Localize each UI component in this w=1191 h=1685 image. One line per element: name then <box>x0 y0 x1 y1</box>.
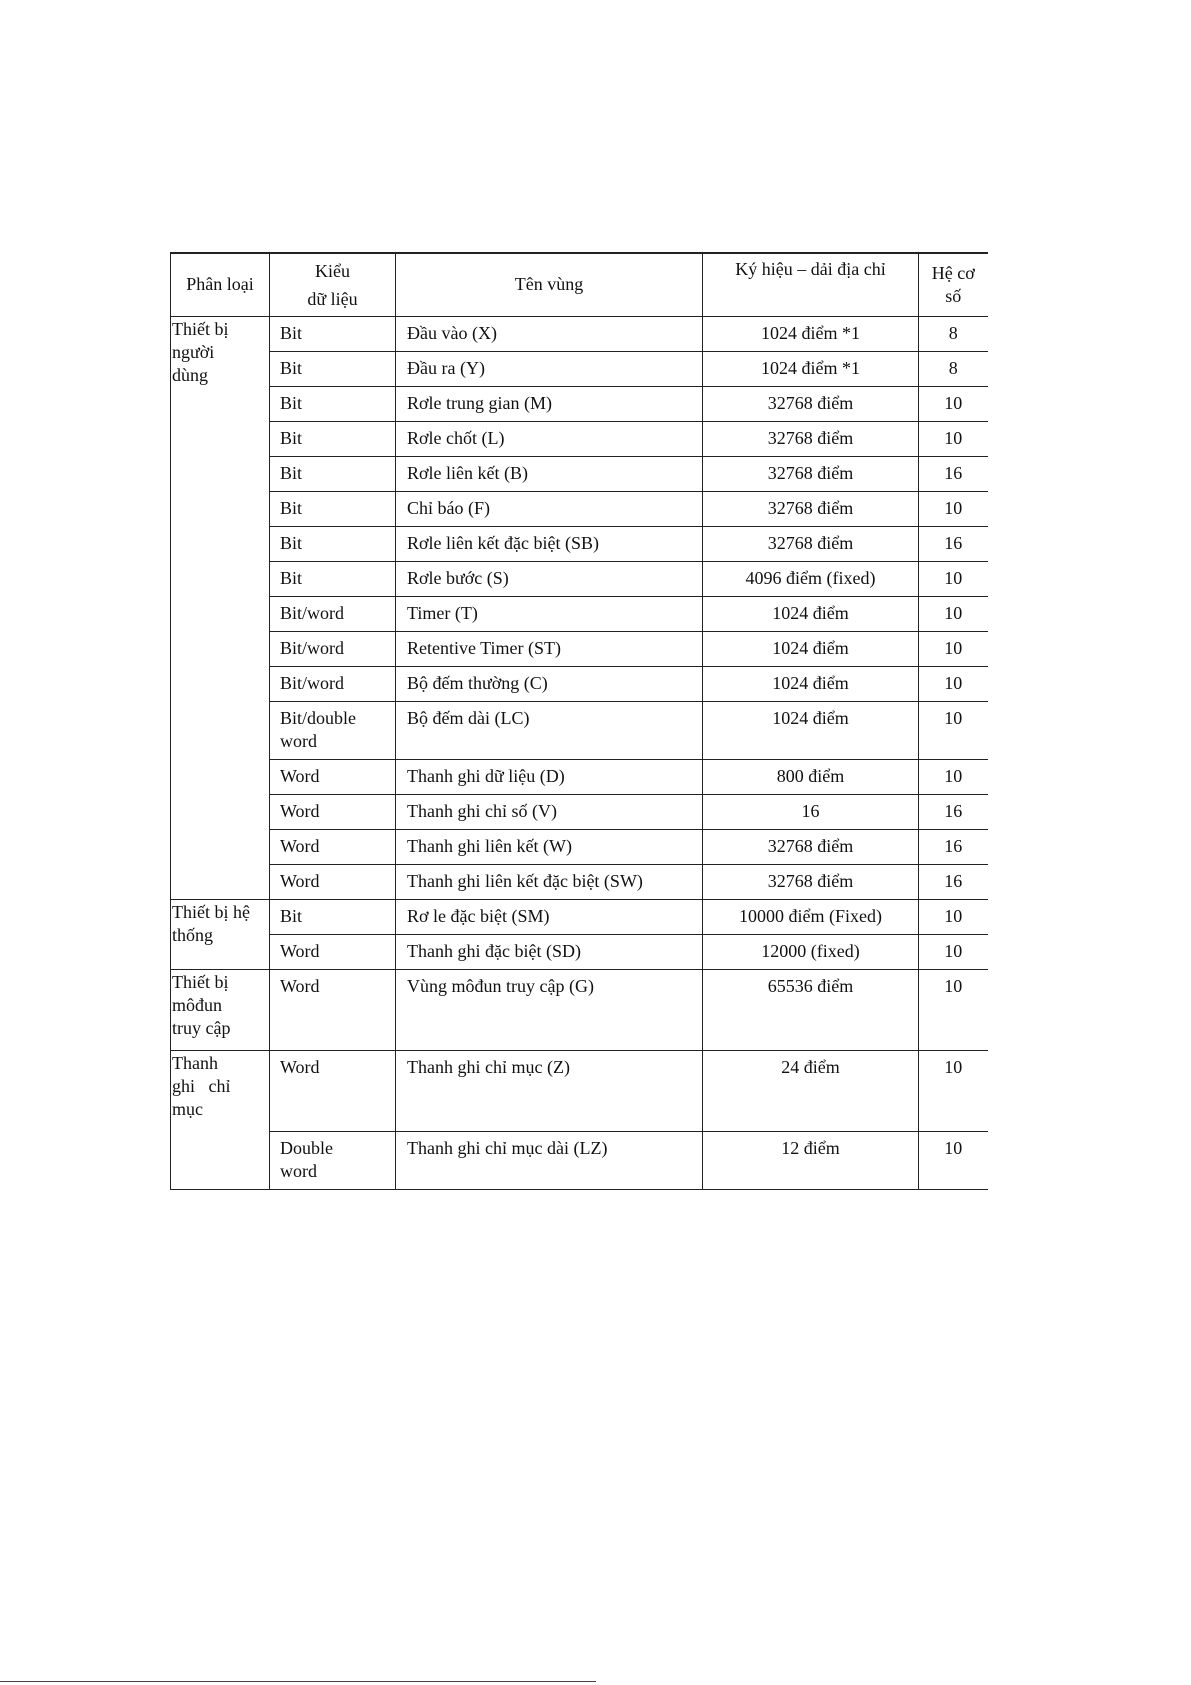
address-cell: 32768 điểm <box>703 864 919 899</box>
type-cell: Word <box>270 864 396 899</box>
type-cell: Double word <box>270 1131 396 1189</box>
table-row <box>171 1131 988 1189</box>
type-cell: Bit <box>270 456 396 491</box>
name-cell: Vùng môđun truy cập (G) <box>396 969 703 1050</box>
header-area-name: Tên vùng <box>396 253 703 316</box>
name-cell: Rơle trung gian (M) <box>396 386 703 421</box>
base-cell: 10 <box>919 421 988 456</box>
name-cell: Rơle liên kết đặc biệt (SB) <box>396 526 703 561</box>
header-category: Phân loại <box>171 253 270 316</box>
address-cell: 24 điểm <box>703 1050 919 1131</box>
name-cell: Chỉ báo (F) <box>396 491 703 526</box>
name-cell: Thanh ghi chỉ mục dài (LZ) <box>396 1131 703 1189</box>
table-row <box>171 526 988 561</box>
name-cell: Rơle liên kết (B) <box>396 456 703 491</box>
type-cell: Word <box>270 829 396 864</box>
table-row <box>171 759 988 794</box>
name-cell: Thanh ghi chỉ số (V) <box>396 794 703 829</box>
name-cell: Retentive Timer (ST) <box>396 631 703 666</box>
name-cell: Rơle chốt (L) <box>396 421 703 456</box>
base-cell: 16 <box>919 456 988 491</box>
name-cell: Thanh ghi liên kết (W) <box>396 829 703 864</box>
header-data-type: Kiểu dữ liệu <box>270 253 396 316</box>
base-cell: 10 <box>919 631 988 666</box>
type-cell: Bit/word <box>270 631 396 666</box>
name-cell: Thanh ghi chỉ mục (Z) <box>396 1050 703 1131</box>
table-row <box>171 1050 988 1131</box>
table-row <box>171 864 988 899</box>
header-row <box>171 253 988 316</box>
type-cell: Bit <box>270 561 396 596</box>
type-cell: Word <box>270 969 396 1050</box>
address-cell: 32768 điểm <box>703 829 919 864</box>
base-cell: 10 <box>919 666 988 701</box>
category-cell: Thiết bị người dùng <box>171 316 270 899</box>
base-cell: 10 <box>919 934 988 969</box>
category-cell: Thanh ghi chỉ mục <box>171 1050 270 1189</box>
type-cell: Bit <box>270 491 396 526</box>
name-cell: Thanh ghi đặc biệt (SD) <box>396 934 703 969</box>
name-cell: Rơle bước (S) <box>396 561 703 596</box>
type-cell: Bit <box>270 351 396 386</box>
address-cell: 32768 điểm <box>703 456 919 491</box>
address-cell: 16 <box>703 794 919 829</box>
header-number-base: Hệ cơ số <box>919 253 988 316</box>
table-row <box>171 794 988 829</box>
name-cell: Timer (T) <box>396 596 703 631</box>
type-cell: Word <box>270 1050 396 1131</box>
table-row <box>171 631 988 666</box>
table-row <box>171 666 988 701</box>
name-cell: Bộ đếm dài (LC) <box>396 701 703 759</box>
address-cell: 1024 điểm <box>703 701 919 759</box>
address-cell: 32768 điểm <box>703 491 919 526</box>
address-cell: 4096 điểm (fixed) <box>703 561 919 596</box>
address-cell: 10000 điểm (Fixed) <box>703 899 919 934</box>
name-cell: Rơ le đặc biệt (SM) <box>396 899 703 934</box>
base-cell: 10 <box>919 701 988 759</box>
table-row <box>171 829 988 864</box>
base-cell: 10 <box>919 1050 988 1131</box>
table-row <box>171 421 988 456</box>
type-cell: Bit <box>270 526 396 561</box>
base-cell: 10 <box>919 386 988 421</box>
table-row <box>171 316 988 351</box>
base-cell: 10 <box>919 1131 988 1189</box>
table-body <box>171 316 988 1189</box>
table-row <box>171 491 988 526</box>
type-cell: Bit <box>270 316 396 351</box>
address-cell: 1024 điểm <box>703 596 919 631</box>
address-cell: 32768 điểm <box>703 526 919 561</box>
address-cell: 12000 (fixed) <box>703 934 919 969</box>
address-cell: 65536 điểm <box>703 969 919 1050</box>
base-cell: 16 <box>919 794 988 829</box>
base-cell: 8 <box>919 351 988 386</box>
address-cell: 32768 điểm <box>703 421 919 456</box>
base-cell: 10 <box>919 759 988 794</box>
name-cell: Bộ đếm thường (C) <box>396 666 703 701</box>
base-cell: 8 <box>919 316 988 351</box>
table-row <box>171 899 988 934</box>
type-cell: Bit/double word <box>270 701 396 759</box>
type-cell: Bit/word <box>270 596 396 631</box>
table-row <box>171 456 988 491</box>
base-cell: 10 <box>919 561 988 596</box>
name-cell: Thanh ghi liên kết đặc biệt (SW) <box>396 864 703 899</box>
base-cell: 10 <box>919 969 988 1050</box>
table-row <box>171 596 988 631</box>
type-cell: Bit <box>270 899 396 934</box>
type-cell: Word <box>270 759 396 794</box>
device-table <box>170 252 988 1190</box>
type-cell: Bit/word <box>270 666 396 701</box>
base-cell: 10 <box>919 899 988 934</box>
name-cell: Đầu vào (X) <box>396 316 703 351</box>
base-cell: 16 <box>919 864 988 899</box>
category-cell: Thiết bị môđun truy cập <box>171 969 270 1050</box>
type-cell: Bit <box>270 421 396 456</box>
table-row <box>171 386 988 421</box>
address-cell: 1024 điểm <box>703 631 919 666</box>
base-cell: 10 <box>919 596 988 631</box>
type-cell: Word <box>270 934 396 969</box>
type-cell: Word <box>270 794 396 829</box>
base-cell: 10 <box>919 491 988 526</box>
base-cell: 16 <box>919 526 988 561</box>
address-cell: 32768 điểm <box>703 386 919 421</box>
address-cell: 1024 điểm *1 <box>703 316 919 351</box>
table-row <box>171 701 988 759</box>
table-row <box>171 351 988 386</box>
footer-rule <box>0 1681 596 1682</box>
type-cell: Bit <box>270 386 396 421</box>
address-cell: 12 điểm <box>703 1131 919 1189</box>
name-cell: Đầu ra (Y) <box>396 351 703 386</box>
address-cell: 1024 điểm <box>703 666 919 701</box>
address-cell: 800 điểm <box>703 759 919 794</box>
name-cell: Thanh ghi dữ liệu (D) <box>396 759 703 794</box>
table-row <box>171 969 988 1050</box>
base-cell: 16 <box>919 829 988 864</box>
category-cell: Thiết bị hệ thống <box>171 899 270 969</box>
table-row <box>171 561 988 596</box>
table-row <box>171 934 988 969</box>
header-address-range: Ký hiệu – dải địa chỉ <box>703 253 919 316</box>
address-cell: 1024 điểm *1 <box>703 351 919 386</box>
